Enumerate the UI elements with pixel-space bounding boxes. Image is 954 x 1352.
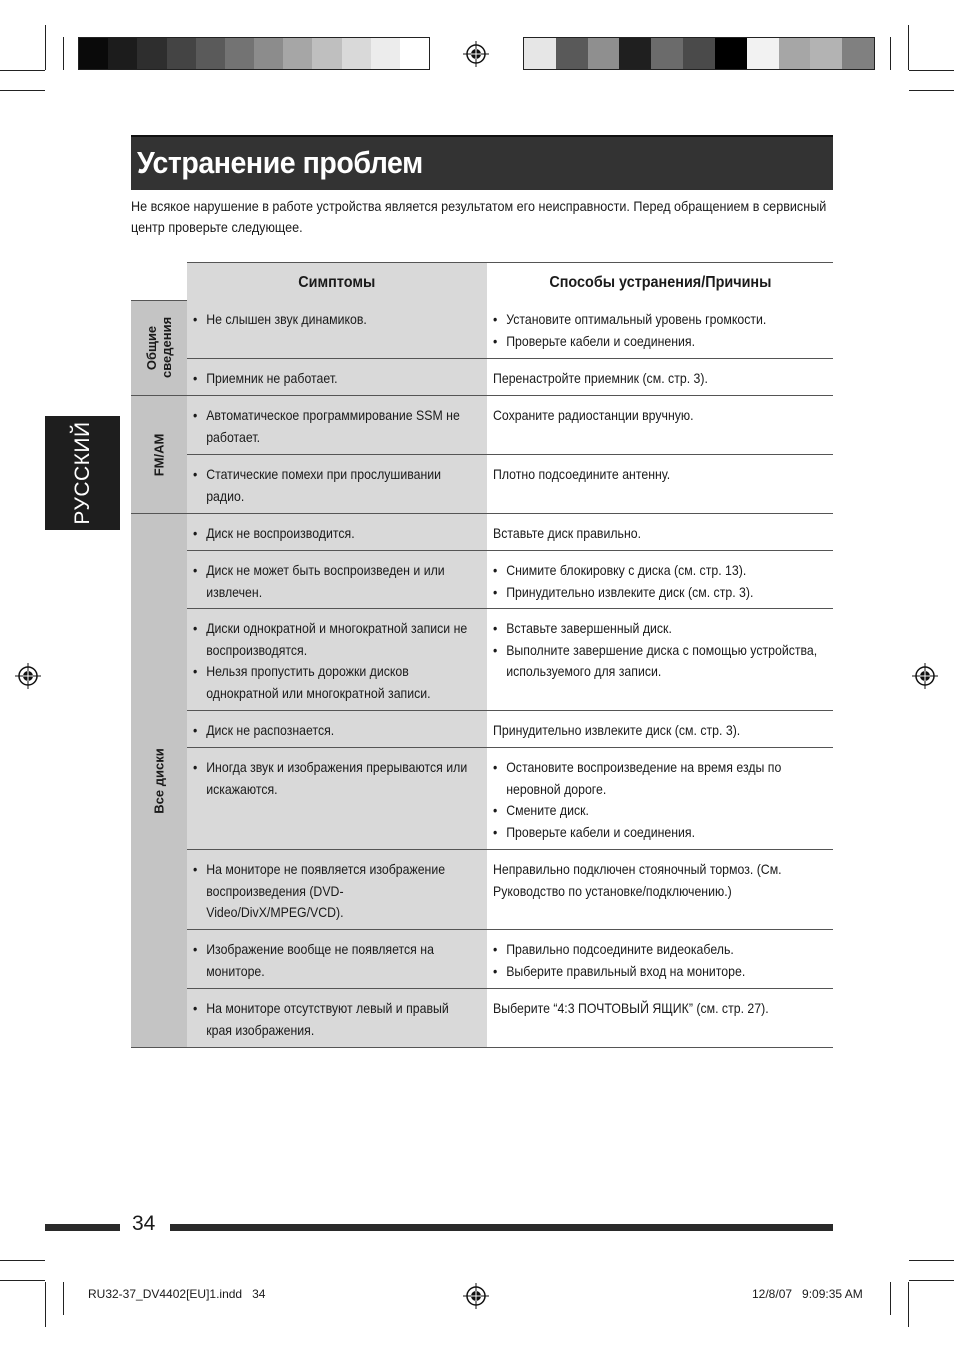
symptom-text	[193, 368, 473, 390]
symptom-text	[193, 720, 473, 742]
remedy-item: • Выберите правильный вход на мониторе.	[493, 961, 822, 983]
color-swatch	[283, 38, 312, 69]
color-swatch	[747, 38, 779, 69]
remedy-cell	[487, 989, 833, 1047]
color-swatch	[137, 38, 166, 69]
crop-mark	[890, 1282, 891, 1315]
registration-target-icon	[15, 663, 41, 689]
table-row	[187, 711, 833, 748]
remedy-item: • Смените диск.	[493, 800, 822, 822]
language-tab-label: РУССКИЙ	[70, 421, 94, 525]
remedy-list	[493, 309, 822, 352]
color-swatch	[556, 38, 588, 69]
table-row	[187, 359, 833, 396]
symptom-text	[193, 618, 473, 704]
page-title: Устранение проблем	[137, 145, 423, 180]
crop-mark	[45, 1282, 46, 1327]
color-swatch	[842, 38, 874, 69]
category-label: FM/AM	[151, 433, 167, 476]
crop-mark	[909, 1260, 954, 1261]
crop-mark	[0, 70, 45, 71]
remedy-cell	[487, 850, 833, 929]
remedy-cell	[487, 748, 833, 849]
crop-mark	[45, 25, 46, 70]
language-tab	[45, 416, 120, 530]
symptom-list	[193, 757, 473, 800]
header-remedies: Способы устранения/Причины	[487, 263, 833, 300]
color-swatch	[715, 38, 747, 69]
symptom-item: • Нельзя пропустить дорожки дисков однократной или многократной записи.	[193, 661, 473, 704]
color-swatch	[651, 38, 683, 69]
intro-paragraph: Не всякое нарушение в работе устройства является результатом его неисправности. Перед обращением в сервисный центр проверьте следующее.	[131, 198, 827, 235]
symptom-item: • Диск не воспроизводится.	[193, 523, 473, 545]
symptom-text	[193, 523, 473, 545]
remedy-item: • Вставьте завершенный диск.	[493, 618, 822, 640]
symptom-text	[193, 405, 473, 448]
crop-mark	[909, 1280, 954, 1281]
color-swatch	[779, 38, 811, 69]
symptom-cell	[187, 300, 487, 358]
registration-target-icon	[463, 41, 489, 67]
symptom-list	[193, 618, 473, 704]
file-slug: RU32-37_DV4402[EU]1.indd 34	[88, 1287, 266, 1301]
remedy-item: • Снимите блокировку с диска (см. стр. 13).	[493, 560, 822, 582]
remedy-item: • Правильно подсоедините видеокабель.	[493, 939, 822, 961]
remedy-list	[493, 757, 822, 843]
symptom-list	[193, 523, 473, 545]
remedy-list	[493, 618, 822, 683]
symptom-item: • Статические помехи при прослушивании радио.	[193, 464, 473, 507]
symptom-list	[193, 560, 473, 603]
color-swatch	[588, 38, 620, 69]
crop-mark	[0, 1280, 45, 1281]
crop-mark	[909, 90, 954, 91]
remedy-list	[493, 560, 822, 603]
table-header	[187, 262, 833, 300]
symptom-item: • Диск не может быть воспроизведен и или извлечен.	[193, 560, 473, 603]
color-swatch	[79, 38, 108, 69]
color-swatch	[196, 38, 225, 69]
color-swatch	[108, 38, 137, 69]
category-cell	[131, 300, 187, 396]
symptom-list	[193, 405, 473, 448]
symptom-list	[193, 309, 473, 331]
registration-target-icon	[912, 663, 938, 689]
remedy-text	[493, 560, 822, 603]
crop-mark	[0, 1260, 45, 1261]
crop-mark	[908, 25, 909, 70]
symptom-cell	[187, 455, 487, 513]
symptom-cell	[187, 609, 487, 710]
category-cell	[131, 514, 187, 1048]
symptom-item: • Изображение вообще не появляется на мониторе.	[193, 939, 473, 982]
registration-target-icon	[463, 1283, 489, 1309]
table-row	[187, 609, 833, 711]
remedy-text	[493, 309, 822, 352]
color-swatch	[810, 38, 842, 69]
symptom-text	[193, 939, 473, 982]
remedy-text	[493, 939, 822, 982]
remedy-cell	[487, 609, 833, 710]
date-slug: 12/8/07 9:09:35 AM	[752, 1287, 863, 1301]
symptom-list	[193, 939, 473, 982]
remedy-text: Перенастройте приемник (см. стр. 3).	[493, 370, 708, 386]
color-swatch	[371, 38, 400, 69]
symptom-item: • Автоматическое программирование SSM не работает.	[193, 405, 473, 448]
color-bar-right	[523, 37, 875, 70]
table-row	[187, 748, 833, 850]
symptom-cell	[187, 711, 487, 747]
crop-mark	[63, 37, 64, 70]
crop-mark	[909, 70, 954, 71]
remedy-text: Сохраните радиостанции вручную.	[493, 407, 694, 423]
color-swatch	[683, 38, 715, 69]
remedy-item: • Установите оптимальный уровень громкости.	[493, 309, 822, 331]
remedy-text: Неправильно подключен стояночный тормоз. (См. Руководство по установке/подключению.)	[493, 861, 782, 899]
remedy-text	[493, 757, 822, 843]
table-row	[187, 396, 833, 455]
table-row	[187, 551, 833, 609]
symptom-cell	[187, 396, 487, 454]
color-swatch	[225, 38, 254, 69]
color-swatch	[312, 38, 341, 69]
category-cell	[131, 396, 187, 514]
remedy-cell	[487, 711, 833, 747]
remedy-cell	[487, 396, 833, 454]
crop-mark	[890, 37, 891, 70]
remedy-text	[493, 618, 822, 683]
remedy-text: Выберите “4:3 ПОЧТОВЫЙ ЯЩИК” (см. стр. 27).	[493, 1000, 769, 1016]
footer-rule-left	[45, 1224, 120, 1231]
page-title-bar	[131, 135, 833, 190]
symptom-cell	[187, 989, 487, 1047]
remedy-item: • Выполните завершение диска с помощью устройства, используемого для записи.	[493, 640, 822, 683]
remedy-cell	[487, 514, 833, 550]
remedy-text: Плотно подсоедините антенну.	[493, 466, 671, 482]
symptom-cell	[187, 514, 487, 550]
page-number: 34	[132, 1212, 156, 1235]
symptom-list	[193, 859, 473, 924]
symptom-cell	[187, 359, 487, 395]
table-row	[187, 300, 833, 359]
color-swatch	[619, 38, 651, 69]
remedy-cell	[487, 300, 833, 358]
remedy-text: Принудительно извлеките диск (см. стр. 3).	[493, 722, 741, 738]
color-swatch	[524, 38, 556, 69]
crop-mark	[63, 1282, 64, 1315]
table-row	[187, 930, 833, 989]
remedy-item: • Остановите воспроизведение на время езды по неровной дороге.	[493, 757, 822, 800]
color-swatch	[167, 38, 196, 69]
symptom-item: • На мониторе отсутствуют левый и правый края изображения.	[193, 998, 473, 1041]
color-swatch	[400, 38, 429, 69]
symptom-text	[193, 998, 473, 1041]
table-row	[187, 850, 833, 930]
remedy-cell	[487, 930, 833, 988]
remedy-cell	[487, 455, 833, 513]
remedy-cell	[487, 551, 833, 608]
symptom-cell	[187, 748, 487, 849]
symptom-list	[193, 998, 473, 1041]
remedy-list	[493, 939, 822, 982]
symptom-cell	[187, 551, 487, 608]
remedy-item: • Проверьте кабели и соединения.	[493, 822, 822, 844]
symptom-cell	[187, 930, 487, 988]
symptom-text	[193, 309, 473, 331]
crop-mark	[0, 90, 45, 91]
symptom-text	[193, 859, 473, 924]
table-row	[187, 455, 833, 514]
symptom-item: • Диски однократной и многократной записи не воспроизводятся.	[193, 618, 473, 661]
symptom-item: • На мониторе не появляется изображение воспроизведения (DVD-Video/DivX/MPEG/VCD).	[193, 859, 473, 924]
symptom-list	[193, 720, 473, 742]
category-label: Все диски	[151, 747, 167, 814]
color-bar-left	[78, 37, 430, 70]
remedy-text: Вставьте диск правильно.	[493, 525, 642, 541]
symptom-item: • Не слышен звук динамиков.	[193, 309, 473, 331]
symptom-text	[193, 560, 473, 603]
symptom-item: • Иногда звук и изображения прерываются или искажаются.	[193, 757, 473, 800]
symptom-item: • Диск не распознается.	[193, 720, 473, 742]
symptom-text	[193, 757, 473, 800]
remedy-item: • Принудительно извлеките диск (см. стр. 3).	[493, 582, 822, 604]
remedy-item: • Проверьте кабели и соединения.	[493, 331, 822, 353]
symptom-item: • Приемник не работает.	[193, 368, 473, 390]
symptom-cell	[187, 850, 487, 929]
footer-rule-right	[170, 1224, 833, 1231]
symptom-list	[193, 368, 473, 390]
symptom-list	[193, 464, 473, 507]
color-swatch	[254, 38, 283, 69]
color-swatch	[342, 38, 371, 69]
table-row	[187, 514, 833, 551]
header-symptoms: Симптомы	[187, 263, 487, 300]
remedy-cell	[487, 359, 833, 395]
crop-mark	[908, 1282, 909, 1327]
symptom-text	[193, 464, 473, 507]
table-row	[187, 989, 833, 1048]
category-label: Общие сведения	[144, 316, 174, 378]
